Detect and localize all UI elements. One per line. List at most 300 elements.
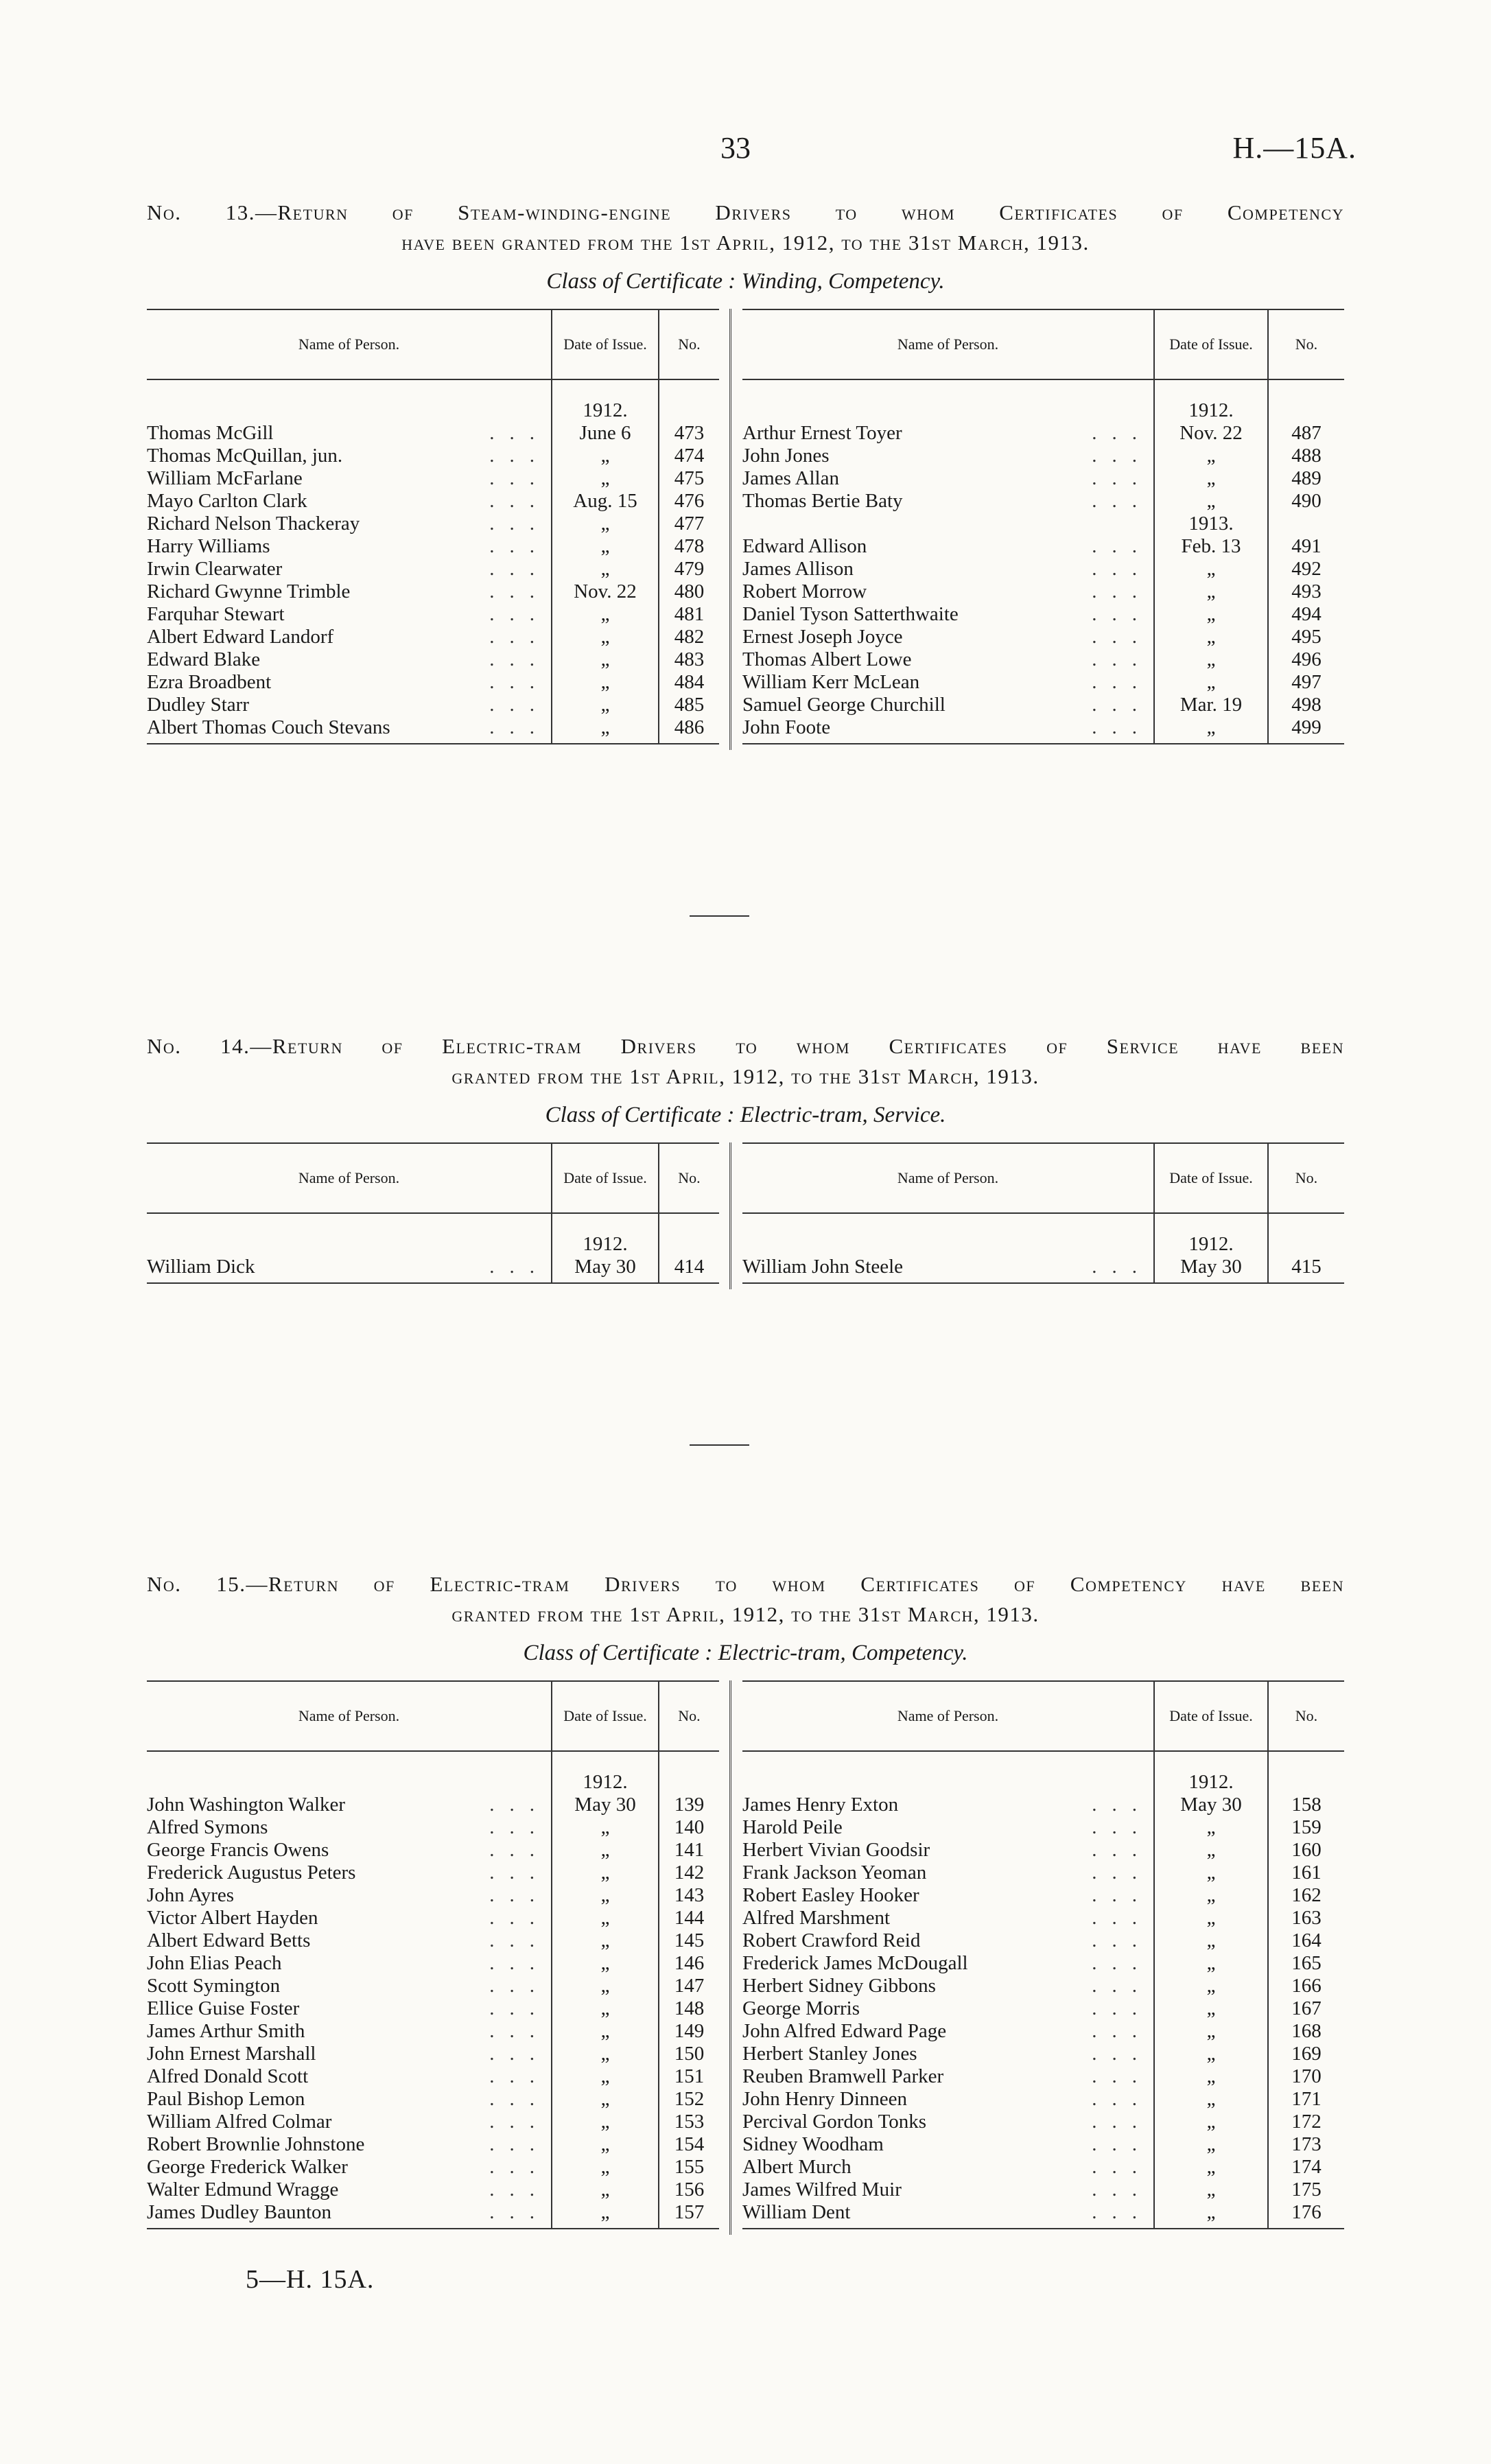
certificate-number: 176 (1291, 2201, 1322, 2223)
table-row (742, 2043, 1344, 2065)
leader-dots: ... (489, 1256, 550, 1278)
issue-date: „ (1154, 1929, 1268, 1952)
table-row (742, 490, 1344, 513)
issue-date: „ (1154, 2020, 1268, 2043)
person-name: Daniel Tyson Satterthwaite (742, 603, 959, 625)
class-value: Winding, Competency. (741, 269, 945, 294)
leader-dots: ... (1092, 2156, 1152, 2178)
table-row (147, 1975, 719, 1997)
leader-dots: ... (489, 467, 550, 489)
certificate-number: 172 (1291, 2111, 1322, 2133)
table-row (147, 422, 719, 445)
certificate-number: 140 (674, 1816, 705, 1838)
register-table (742, 1142, 1344, 1289)
person-name: Frederick Augustus Peters (147, 1862, 356, 1884)
leader-dots: ... (1092, 1907, 1152, 1929)
leader-dots: ... (489, 1975, 550, 1997)
person-name: Frederick James McDougall (742, 1952, 968, 1974)
leader-dots: ... (1092, 2201, 1152, 2223)
table-row (147, 2179, 719, 2201)
table-row (147, 1952, 719, 1975)
certificate-number: 139 (674, 1794, 705, 1816)
table-row (742, 1997, 1344, 2020)
table-row (742, 1839, 1344, 1862)
certificate-number: 157 (674, 2201, 705, 2223)
certificate-number: 491 (1291, 535, 1322, 557)
certificate-number: 160 (1291, 1839, 1322, 1861)
class-label: Class of Certificate : (546, 269, 736, 294)
leader-dots: ... (489, 580, 550, 602)
leader-dots: ... (489, 558, 550, 580)
table-row (742, 1256, 1344, 1283)
leader-dots: ... (1092, 467, 1152, 489)
table-row (147, 580, 719, 603)
col-no-header: No. (1268, 1681, 1344, 1751)
table-row (147, 2111, 719, 2133)
certificate-number: 477 (674, 513, 705, 535)
table-row (742, 1907, 1344, 1929)
leader-dots: ... (489, 2020, 550, 2042)
col-date-header: Date of Issue. (552, 1681, 659, 1751)
col-no-header: No. (659, 1143, 719, 1213)
certificate-number: 146 (674, 1952, 705, 1974)
left-table-half (147, 309, 719, 750)
table-row (742, 1233, 1344, 1256)
certificate-number: 490 (1291, 490, 1322, 512)
person-name: Mayo Carlton Clark (147, 490, 307, 512)
certificate-number: 166 (1291, 1975, 1322, 1997)
issue-date: 1912. (552, 1233, 659, 1256)
person-name: John Ernest Marshall (147, 2043, 316, 2065)
table-row (147, 626, 719, 648)
table-row (147, 513, 719, 535)
leader-dots: ... (489, 2201, 550, 2223)
class-value: Electric-tram, Competency. (718, 1641, 968, 1665)
certificate-number: 488 (1291, 445, 1322, 467)
issue-date: „ (1154, 2088, 1268, 2111)
certificate-number: 498 (1291, 694, 1322, 716)
issue-date: „ (1154, 603, 1268, 626)
table-row (147, 603, 719, 626)
table-row (742, 2111, 1344, 2133)
person-name: Herbert Stanley Jones (742, 2043, 917, 2065)
col-date-header: Date of Issue. (1154, 1681, 1268, 1751)
return-no-15 (147, 1569, 1344, 2235)
certificate-number: 149 (674, 2020, 705, 2042)
leader-dots: ... (489, 1816, 550, 1838)
person-name: Robert Brownlie Johnstone (147, 2133, 365, 2155)
left-table-half (147, 1142, 719, 1289)
person-name: Richard Gwynne Trimble (147, 580, 351, 602)
table-row (147, 1929, 719, 1952)
issue-date: „ (1154, 580, 1268, 603)
col-date-header: Date of Issue. (1154, 1143, 1268, 1213)
leader-dots: ... (489, 1862, 550, 1884)
person-name: John Foote (742, 716, 831, 738)
issue-date: „ (552, 2156, 659, 2179)
person-name: Frank Jackson Yeoman (742, 1862, 927, 1884)
leader-dots: ... (1092, 445, 1152, 467)
issue-date: „ (552, 1839, 659, 1862)
right-table-half (742, 1142, 1344, 1289)
certificate-number: 165 (1291, 1952, 1322, 1974)
register-table (147, 309, 719, 750)
issue-date: Aug. 15 (552, 490, 659, 513)
issue-date: „ (1154, 716, 1268, 744)
person-name: Harry Williams (147, 535, 270, 557)
issue-date: „ (552, 716, 659, 744)
register-table (147, 1680, 719, 2235)
leader-dots: ... (489, 1839, 550, 1861)
certificate-number: 164 (1291, 1929, 1322, 1951)
person-name: Reuben Bramwell Parker (742, 2065, 944, 2087)
person-name: George Frederick Walker (147, 2156, 348, 2178)
table-row (147, 1771, 719, 1794)
certificate-number: 499 (1291, 716, 1322, 738)
certificate-number: 482 (674, 626, 705, 648)
certificate-number: 478 (674, 535, 705, 557)
issue-date: „ (552, 648, 659, 671)
table-row (742, 1952, 1344, 1975)
certificate-number (659, 1771, 719, 1794)
issue-date: 1912. (552, 399, 659, 422)
tables (147, 309, 1344, 750)
issue-date: „ (552, 445, 659, 467)
leader-dots: ... (489, 513, 550, 535)
issue-date: „ (552, 2201, 659, 2229)
certificate-number: 150 (674, 2043, 705, 2065)
person-name: James Arthur Smith (147, 2020, 305, 2042)
certificate-number (1268, 399, 1344, 422)
person-name: Albert Murch (742, 2156, 852, 2178)
person-name: Harold Peile (742, 1816, 843, 1838)
issue-date: „ (552, 1997, 659, 2020)
issue-date: „ (552, 671, 659, 694)
table-row (147, 467, 719, 490)
issue-date: „ (1154, 1816, 1268, 1839)
register-table (742, 309, 1344, 750)
header-row (742, 1143, 1344, 1213)
certificate-number: 493 (1291, 580, 1322, 602)
table-row (147, 694, 719, 716)
issue-date: „ (1154, 490, 1268, 513)
issue-date: „ (552, 2133, 659, 2156)
issue-date: 1912. (1154, 1771, 1268, 1794)
certificate-number (659, 399, 719, 422)
certificate-number: 170 (1291, 2065, 1322, 2087)
class-label: Class of Certificate : (545, 1103, 735, 1127)
certificate-class (147, 1103, 1344, 1134)
certificate-number: 153 (674, 2111, 705, 2133)
section-divider (690, 1444, 749, 1446)
leader-dots: ... (1092, 2043, 1152, 2065)
table-row (147, 1862, 719, 1884)
issue-date: „ (552, 513, 659, 535)
issue-date: „ (1154, 1997, 1268, 2020)
certificate-number: 484 (674, 671, 705, 693)
certificate-number: 497 (1291, 671, 1322, 693)
table-row (742, 2179, 1344, 2201)
issue-date: „ (1154, 2179, 1268, 2201)
leader-dots: ... (1092, 603, 1152, 625)
certificate-number: 485 (674, 694, 705, 716)
table-row (147, 671, 719, 694)
leader-dots: ... (1092, 2065, 1152, 2087)
table-row (742, 1794, 1344, 1816)
table-row (147, 2156, 719, 2179)
leader-dots: ... (1092, 1862, 1152, 1884)
leader-dots: ... (489, 2179, 550, 2201)
table-row (742, 694, 1344, 716)
leader-dots: ... (489, 2133, 550, 2155)
issue-date: „ (1154, 1862, 1268, 1884)
leader-dots: ... (489, 1794, 550, 1816)
tables (147, 1680, 1344, 2235)
certificate-number: 415 (1291, 1256, 1322, 1278)
title-line-2: granted from the 1st April, 1912, to the 31st March, 1913. (451, 1602, 1040, 1626)
table-row (147, 648, 719, 671)
table-row (147, 1839, 719, 1862)
table-row (742, 1816, 1344, 1839)
col-name-header: Name of Person. (742, 309, 1154, 379)
issue-date: 1912. (552, 1771, 659, 1794)
table-row (742, 2156, 1344, 2179)
certificate-number: 154 (674, 2133, 705, 2155)
person-name: John Elias Peach (147, 1952, 282, 1974)
issue-date: „ (1154, 2043, 1268, 2065)
column-separator (729, 1680, 731, 2235)
person-name: Samuel George Churchill (742, 694, 946, 716)
person-name: Scott Symington (147, 1975, 281, 1997)
leader-dots: ... (489, 694, 550, 716)
issue-date: „ (1154, 1952, 1268, 1975)
header-row (742, 1681, 1344, 1751)
leader-dots: ... (1092, 716, 1152, 738)
issue-date: 1913. (1154, 513, 1268, 535)
leader-dots: ... (1092, 2088, 1152, 2110)
issue-date: „ (1154, 467, 1268, 490)
table-row (742, 1975, 1344, 1997)
certificate-number: 173 (1291, 2133, 1322, 2155)
col-date-header: Date of Issue. (552, 1143, 659, 1213)
table-row (742, 1862, 1344, 1884)
person-name: Arthur Ernest Toyer (742, 422, 902, 444)
person-name: Richard Nelson Thackeray (147, 513, 360, 535)
issue-date: „ (552, 1975, 659, 1997)
person-name: Ezra Broadbent (147, 671, 272, 693)
certificate-number: 163 (1291, 1907, 1322, 1929)
printer-signature: 5—H. 15A. (246, 2265, 375, 2294)
table-row (147, 1997, 719, 2020)
person-name: Thomas Bertie Baty (742, 490, 903, 512)
certificate-number: 171 (1291, 2088, 1322, 2110)
col-name-header: Name of Person. (147, 1681, 552, 1751)
issue-date: „ (1154, 1884, 1268, 1907)
table-row (147, 2201, 719, 2229)
issue-date: 1912. (1154, 399, 1268, 422)
certificate-number: 475 (674, 467, 705, 489)
table-row (742, 399, 1344, 422)
table-row (742, 1884, 1344, 1907)
person-name: Albert Thomas Couch Stevans (147, 716, 390, 738)
issue-date: Nov. 22 (1154, 422, 1268, 445)
person-name: Ellice Guise Foster (147, 1997, 300, 2019)
leader-dots: ... (1092, 1975, 1152, 1997)
person-name: James Henry Exton (742, 1794, 899, 1816)
table-row (147, 1794, 719, 1816)
person-name: John Washington Walker (147, 1794, 346, 1816)
issue-date: Nov. 22 (552, 580, 659, 603)
leader-dots: ... (489, 1929, 550, 1951)
leader-dots: ... (489, 1952, 550, 1974)
column-separator (729, 309, 731, 750)
certificate-number: 148 (674, 1997, 705, 2019)
leader-dots: ... (489, 535, 550, 557)
table-row (742, 1771, 1344, 1794)
col-no-header: No. (1268, 309, 1344, 379)
col-name-header: Name of Person. (742, 1143, 1154, 1213)
leader-dots: ... (1092, 1256, 1152, 1278)
leader-dots: ... (1092, 2179, 1152, 2201)
person-name: Herbert Sidney Gibbons (742, 1975, 936, 1997)
person-name: William John Steele (742, 1256, 904, 1278)
person-name: John Ayres (147, 1884, 235, 1906)
leader-dots: ... (489, 626, 550, 648)
person-name: Farquhar Stewart (147, 603, 285, 625)
class-label: Class of Certificate : (523, 1641, 713, 1665)
person-name: Walter Edmund Wragge (147, 2179, 339, 2201)
certificate-number: 147 (674, 1975, 705, 1997)
table-row (147, 2020, 719, 2043)
leader-dots: ... (489, 2065, 550, 2087)
person-name: Albert Edward Betts (147, 1929, 311, 1951)
issue-date: „ (1154, 2156, 1268, 2179)
certificate-number: 487 (1291, 422, 1322, 444)
person-name: Dudley Starr (147, 694, 249, 716)
leader-dots: ... (1092, 1997, 1152, 2019)
issue-date: „ (552, 535, 659, 558)
certificate-number: 168 (1291, 2020, 1322, 2042)
issue-date: „ (552, 1816, 659, 1839)
table-row (742, 2201, 1344, 2229)
col-no-header: No. (1268, 1143, 1344, 1213)
certificate-number: 496 (1291, 648, 1322, 670)
leader-dots: ... (489, 2043, 550, 2065)
leader-dots: ... (489, 648, 550, 670)
person-name: John Alfred Edward Page (742, 2020, 947, 2042)
leader-dots: ... (1092, 2111, 1152, 2133)
col-no-header: No. (659, 309, 719, 379)
certificate-number (1268, 1771, 1344, 1794)
certificate-number: 152 (674, 2088, 705, 2110)
leader-dots: ... (489, 603, 550, 625)
issue-date: June 6 (552, 422, 659, 445)
person-name: John Jones (742, 445, 830, 467)
person-name: George Francis Owens (147, 1839, 329, 1861)
issue-date: „ (1154, 2065, 1268, 2088)
certificate-number: 479 (674, 558, 705, 580)
person-name: Robert Morrow (742, 580, 867, 602)
issue-date: „ (552, 2088, 659, 2111)
issue-date: „ (552, 1907, 659, 1929)
person-name: Albert Edward Landorf (147, 626, 334, 648)
issue-date: „ (552, 2179, 659, 2201)
title-line-2: have been granted from the 1st April, 1912, to the 31st March, 1913. (401, 231, 1090, 255)
certificate-number: 151 (674, 2065, 705, 2087)
certificate-number (1268, 513, 1344, 535)
leader-dots: ... (489, 716, 550, 738)
person-name: Alfred Marshment (742, 1907, 891, 1929)
table-row (147, 1907, 719, 1929)
right-table-half (742, 1680, 1344, 2235)
certificate-number: 144 (674, 1907, 705, 1929)
return-no-13 (147, 198, 1344, 750)
issue-date: „ (1154, 1839, 1268, 1862)
certificate-number: 167 (1291, 1997, 1322, 2019)
col-name-header: Name of Person. (147, 1143, 552, 1213)
table-row (147, 1816, 719, 1839)
leader-dots: ... (1092, 580, 1152, 602)
table-row (742, 535, 1344, 558)
issue-date: „ (1154, 2201, 1268, 2229)
certificate-number: 476 (674, 490, 705, 512)
certificate-class (147, 1641, 1344, 1672)
leader-dots: ... (489, 422, 550, 444)
table-row (147, 716, 719, 744)
header-row (147, 1143, 719, 1213)
leader-dots: ... (1092, 1929, 1152, 1951)
page-header (0, 130, 1491, 172)
leader-dots: ... (1092, 671, 1152, 693)
table-row (742, 626, 1344, 648)
header-row (147, 309, 719, 379)
person-name: Alfred Symons (147, 1816, 268, 1838)
table-row (742, 648, 1344, 671)
person-name: William Dick (147, 1256, 255, 1278)
title-line-1: No. 13.—Return of Steam-winding-engine Drivers to whom Certificates of Competency (147, 200, 1344, 224)
certificate-number: 162 (1291, 1884, 1322, 1906)
section-divider (690, 915, 749, 917)
certificate-number: 145 (674, 1929, 705, 1951)
document-reference: H.—15A. (1232, 131, 1357, 165)
issue-date: May 30 (1154, 1256, 1268, 1283)
issue-date: „ (552, 2043, 659, 2065)
class-value: Electric-tram, Service. (740, 1103, 946, 1127)
certificate-number: 159 (1291, 1816, 1322, 1838)
table-row (742, 513, 1344, 535)
leader-dots: ... (1092, 490, 1152, 512)
col-date-header: Date of Issue. (552, 309, 659, 379)
issue-date: „ (1154, 445, 1268, 467)
person-name: James Allison (742, 558, 854, 580)
issue-date: Mar. 19 (1154, 694, 1268, 716)
table-row (742, 422, 1344, 445)
leader-dots: ... (1092, 1952, 1152, 1974)
person-name: Thomas McQuillan, jun. (147, 445, 343, 467)
issue-date: Feb. 13 (1154, 535, 1268, 558)
section-title (147, 198, 1344, 258)
table-row (147, 399, 719, 422)
table-row (147, 558, 719, 580)
register-table (742, 1680, 1344, 2235)
section-title (147, 1031, 1344, 1092)
leader-dots: ... (1092, 558, 1152, 580)
table-row (742, 671, 1344, 694)
leader-dots: ... (1092, 694, 1152, 716)
person-name: William Kerr McLean (742, 671, 920, 693)
certificate-number: 483 (674, 648, 705, 670)
issue-date: „ (1154, 2133, 1268, 2156)
